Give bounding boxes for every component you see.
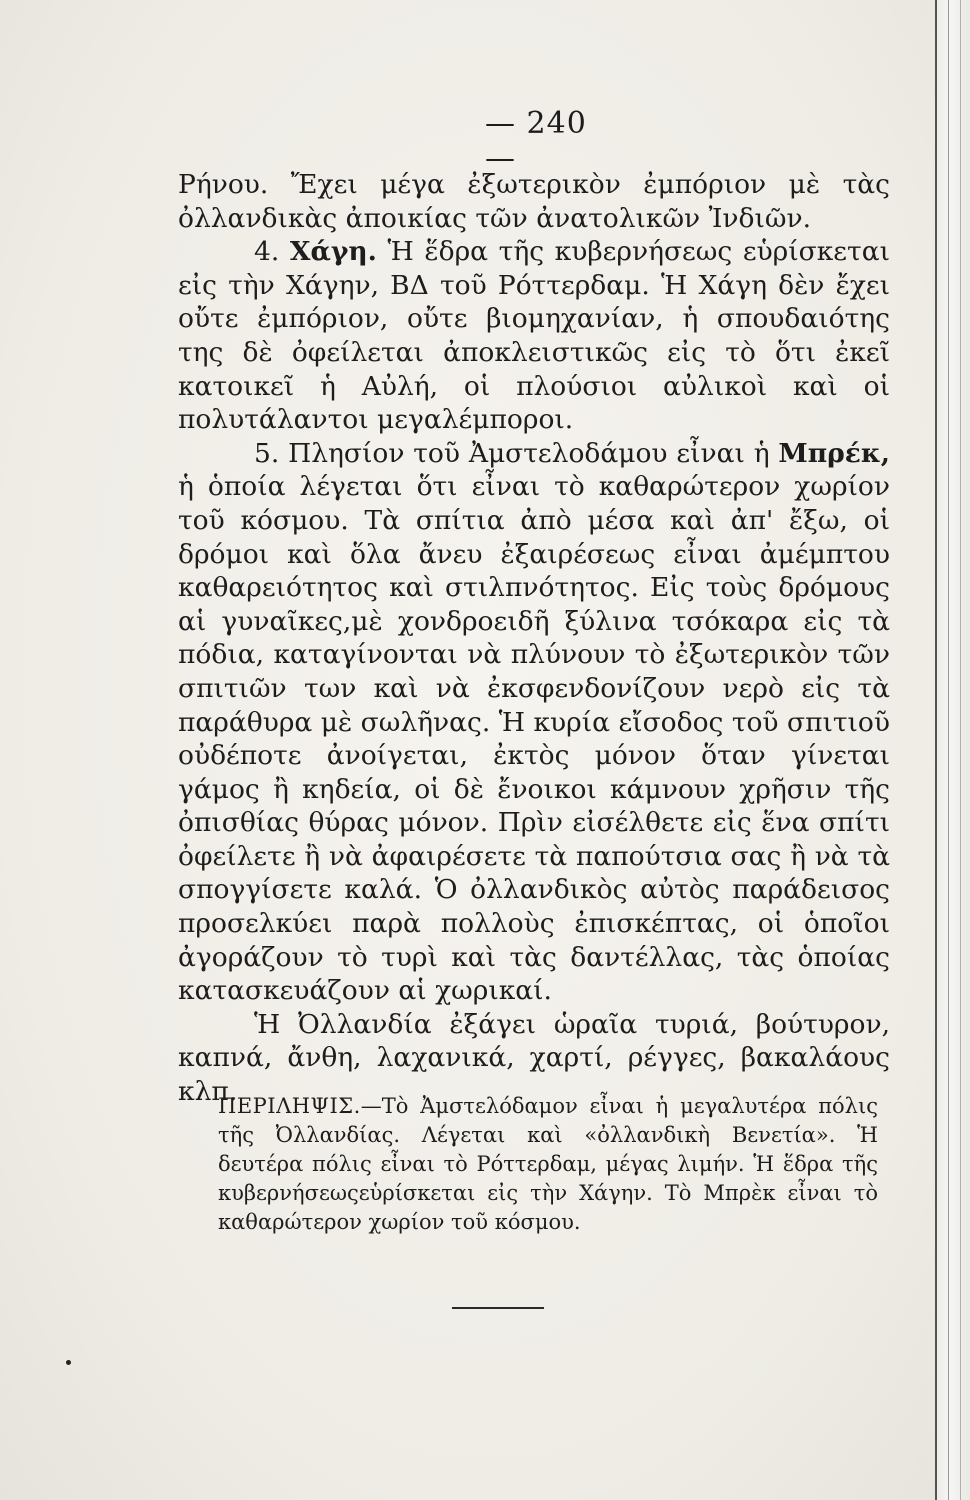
page-edge xyxy=(936,0,970,1500)
section-number: 5. xyxy=(254,437,280,469)
paragraph-text: Ἡ Ὀλλανδία ἐξάγει ὡραῖα τυριά, βούτυρον, καπνά, ἄνθη, λαχανικά, χαρτί, ρέγγες, βακαλάους κλπ. xyxy=(178,1008,890,1108)
paragraph-rhine-trade xyxy=(178,168,890,235)
section-heading: Χάγη. xyxy=(289,236,377,268)
section-divider xyxy=(452,1307,544,1309)
section-heading: Μπρέκ, xyxy=(778,437,890,469)
summary-text: —Τὸ Ἀμστελόδαμον εἶναι ἡ μεγαλυτέρα πόλις τῆς Ὀλλανδίας. Λέγεται καὶ «ὀλλανδικὴ Βενετία». Ἡ δευτέρα πόλις εἶναι τὸ Ρόττερδαμ, μέγας λιμήν. Ἡ ἕδρα τῆς κυβερνήσεωςεὑρίσκεται εἰς τὴν Χάγην. Τὸ Μπρὲκ εἶναι τὸ καθαρώτερον χωρίον τοῦ κόσμου. xyxy=(218,1094,878,1234)
ink-speck xyxy=(66,1360,71,1365)
paragraph-lead-text: Πλησίον τοῦ Ἀμστελοδάμου εἶναι ἡ xyxy=(288,437,770,469)
paragraph-text: Ἡ ἕδρα τῆς κυβερνήσεως εὑρίσκεται εἰς τὴν Χάγην, ΒΔ τοῦ Ρόττερδαμ. Ἡ Χάγη δὲν ἔχει οὔτε ἐμπόριον, οὔτε βιομηχανίαν, ἡ σπουδαιότης της δὲ ὀφείλεται ἀποκλειστικῶς εἰς τὸ ὅτι ἐκεῖ κατοικεῖ ἡ Αὐλή, οἱ πλούσιοι αὐλικοὶ καὶ οἱ πολυτάλαντοι μεγαλέμποροι. xyxy=(178,236,890,436)
page-edge-line xyxy=(935,0,937,1500)
paragraph-broek xyxy=(178,437,890,1008)
body-text xyxy=(178,168,890,1109)
paragraph-text: Ρήνου. Ἔχει μέγα ἐξωτερικὸν ἐμπόριον μὲ τὰς ὀλλανδικὰς ἀποικίας τῶν ἀνατολικῶν Ἰνδιῶν. xyxy=(178,169,890,234)
summary-block xyxy=(218,1092,878,1237)
summary-label: ΠΕΡΙΛΗΨΙΣ. xyxy=(218,1094,361,1118)
page-edge-line xyxy=(960,0,961,1500)
paragraph-hague xyxy=(178,235,890,437)
page-number: — 240 — xyxy=(485,106,587,176)
summary-paragraph xyxy=(218,1092,878,1237)
page-edge-line xyxy=(948,0,949,1500)
paragraph-text: ἡ ὁποία λέγεται ὅτι εἶναι τὸ καθαρώτερον χωρίον τοῦ κόσμου. Τὰ σπίτια ἀπὸ μέσα καὶ ἀπ' ἔξω, οἱ δρόμοι καὶ ὅλα ἄνευ ἐξαιρέσεως εἶναι ἀμέμπτου καθαρειότητος καὶ στιλπνότητος. Εἰς τοὺς δρόμους αἱ γυναῖκες,μὲ χονδροειδῆ ξύλινα τσόκαρα εἰς τὰ πόδια, καταγίνονται νὰ πλύνουν τὸ ἐξωτερικὸν τῶν σπιτιῶν των καὶ νὰ ἐκσφενδονίζουν νερὸ εἰς τὰ παράθυρα μὲ σωλῆνας. Ἡ κυρία εἴσοδος τοῦ σπιτιοῦ οὐδέποτε ἀνοίγεται, ἐκτὸς μόνον ὅταν γίνεται γάμος ἢ κηδεία, οἱ δὲ ἔνοικοι κάμνουν χρῆσιν τῆς ὀπισθίας θύρας μόνον. Πρὶν εἰσέλθετε εἰς ἕνα σπίτι ὀφείλετε ἢ νὰ ἀφαιρέσετε τὰ παπούτσια σας ἢ νὰ τὰ σπογγίσετε καλά. Ὁ ὀλλανδικὸς αὐτὸς παράδεισος προσελκύει παρὰ πολλοὺς ἐπισκέπτας, οἱ ὁποῖοι ἀγοράζουν τὸ τυρὶ καὶ τὰς δαντέλλας, τὰς ὁποίας κατασκευάζουν αἱ χωρικαί. xyxy=(178,471,890,1007)
section-number: 4. xyxy=(254,236,280,268)
